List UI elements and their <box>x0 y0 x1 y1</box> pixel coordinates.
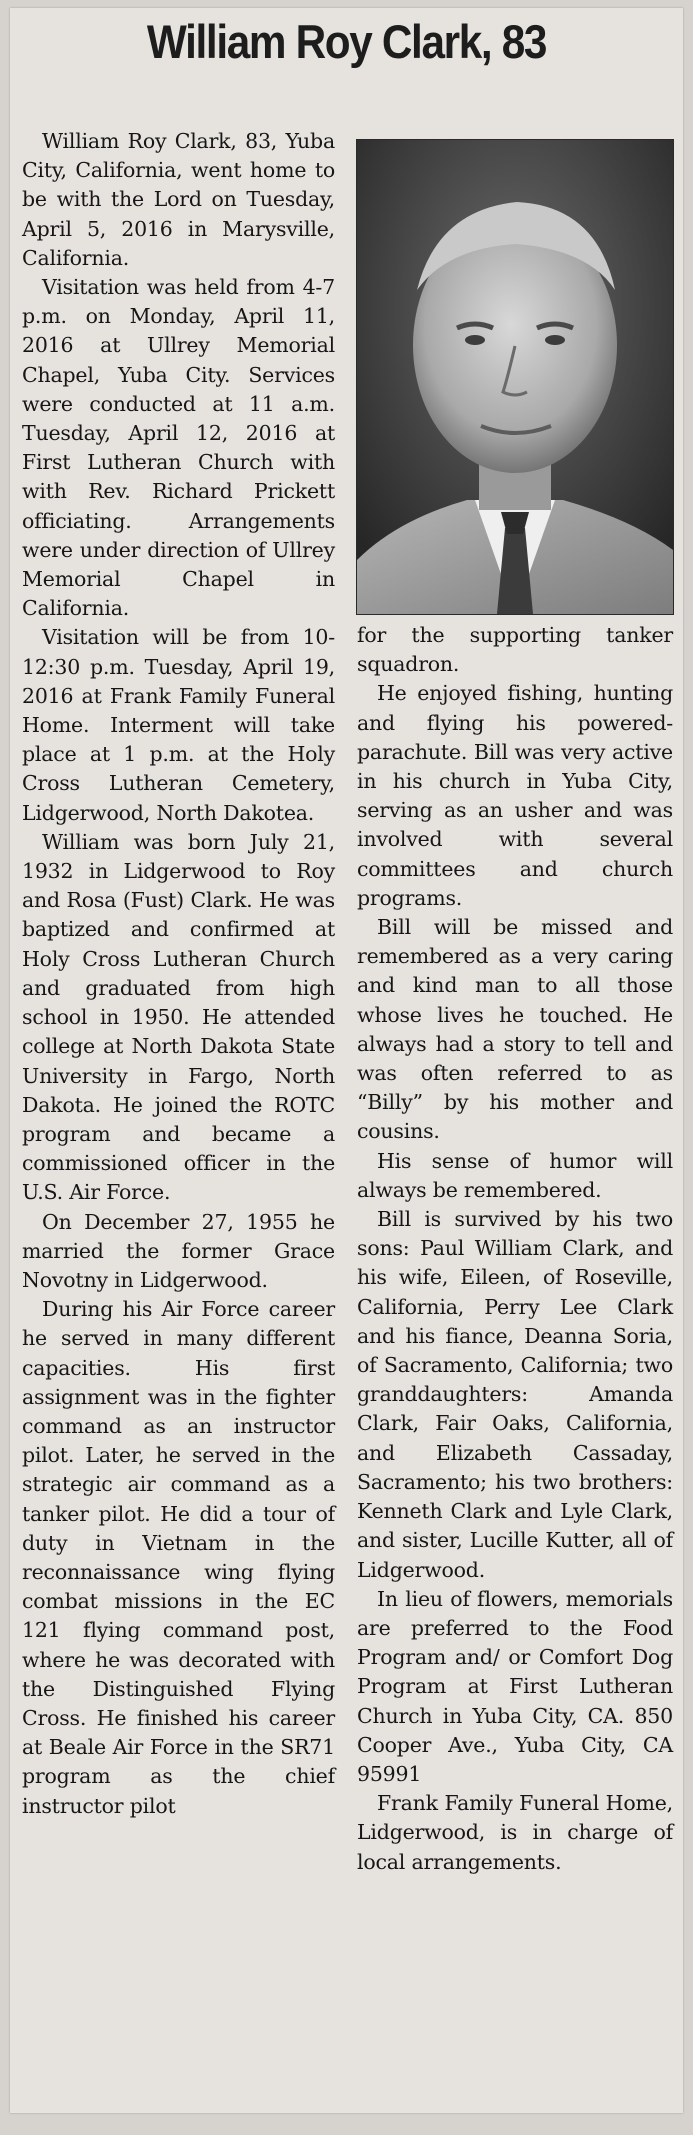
obituary-paragraph: In lieu of flowers, memorials are preferred to the Food Program and/ or Comfort Dog Program at First Lutheran Church in Yuba City, CA. 850 Cooper Ave., Yuba City, CA 95991 <box>357 1586 673 1786</box>
obituary-paragraph: Bill is survived by his two sons: Paul William Clark, and his wife, Eileen, of Roseville, California, Perry Lee Clark and his fiance, Deanna Soria, of Sacramento, California; two granddaughters: Amanda Clark, Fair Oaks, California, and Elizabeth Cassaday, Sacramento; his two brothers: Kenneth Clark and Lyle Clark, and sister, Lucille Kutter, all of Lidgerwood. <box>357 1207 673 1582</box>
obituary-paragraph: He enjoyed fishing, hunting and flying his powered-parachute. Bill was very active in his church in Yuba City, serving as an usher and was involved with several committees and church programs. <box>357 681 673 910</box>
obituary-paragraph: On December 27, 1955 he married the former Grace Novotny in Lidgerwood. <box>22 1209 335 1292</box>
obituary-paragraph: William was born July 21, 1932 in Lidgerwood to Roy and Rosa (Fust) Clark. He was baptized and confirmed at Holy Cross Lutheran Church and graduated from high school in 1950. He attended college at North Dakota State University in Fargo, North Dakota. He joined the ROTC program and became a commissioned officer in the U.S. Air Force. <box>22 829 335 1205</box>
obituary-paragraph: Bill will be missed and remembered as a very caring and kind man to all those whose lives he touched. He always had a story to tell and was often referred to as “Billy” by his mother and cousins. <box>357 915 673 1144</box>
obituary-paragraph: William Roy Clark, 83, Yuba City, California, went home to be with the Lord on Tuesday, April 5, 2016 in Marysville, California. <box>22 129 335 270</box>
obituary-paragraph: During his Air Force career he served in many different capacities. His first assignment was in the fighter command as an instructor pilot. Later, he served in the strategic air command as a tanker pilot. He did a tour of duty in Vietnam in the reconnaissance wing flying combat missions in the EC 121 flying command post, where he was decorated with the Distinguished Flying Cross. He finished his career at Beale Air Force in the SR71 program as the chief instructor pilot <box>22 1297 335 1818</box>
obituary-clipping <box>10 8 683 2113</box>
right-text-column <box>357 621 673 1877</box>
portrait-photo <box>356 139 674 615</box>
obituary-paragraph: Visitation was held from 4-7 p.m. on Monday, April 11, 2016 at Ullrey Memorial Chapel, Yuba City. Services were conducted at 11 a.m. Tuesday, April 12, 2016 at First Lutheran Church with with Rev. Richard Prickett officiating. Arrangements were under direction of Ullrey Memorial Chapel in California. <box>22 275 335 621</box>
obituary-headline: William Roy Clark, 83 <box>146 15 547 68</box>
left-text-column <box>22 127 335 1821</box>
portrait-illustration <box>357 140 673 614</box>
obituary-paragraph: Visitation will be from 10-12:30 p.m. Tuesday, April 19, 2016 at Frank Family Funeral Home. Interment will take place at 1 p.m. at the Holy Cross Lutheran Cemetery, Lidgerwood, North Dakotea. <box>22 625 335 825</box>
continued-paragraph: for the supporting tanker squadron. <box>357 623 673 677</box>
obituary-paragraph: His sense of humor will always be remembered. <box>357 1148 673 1202</box>
obituary-paragraph: Frank Family Funeral Home, Lidgerwood, is in charge of local arrangements. <box>357 1791 673 1874</box>
